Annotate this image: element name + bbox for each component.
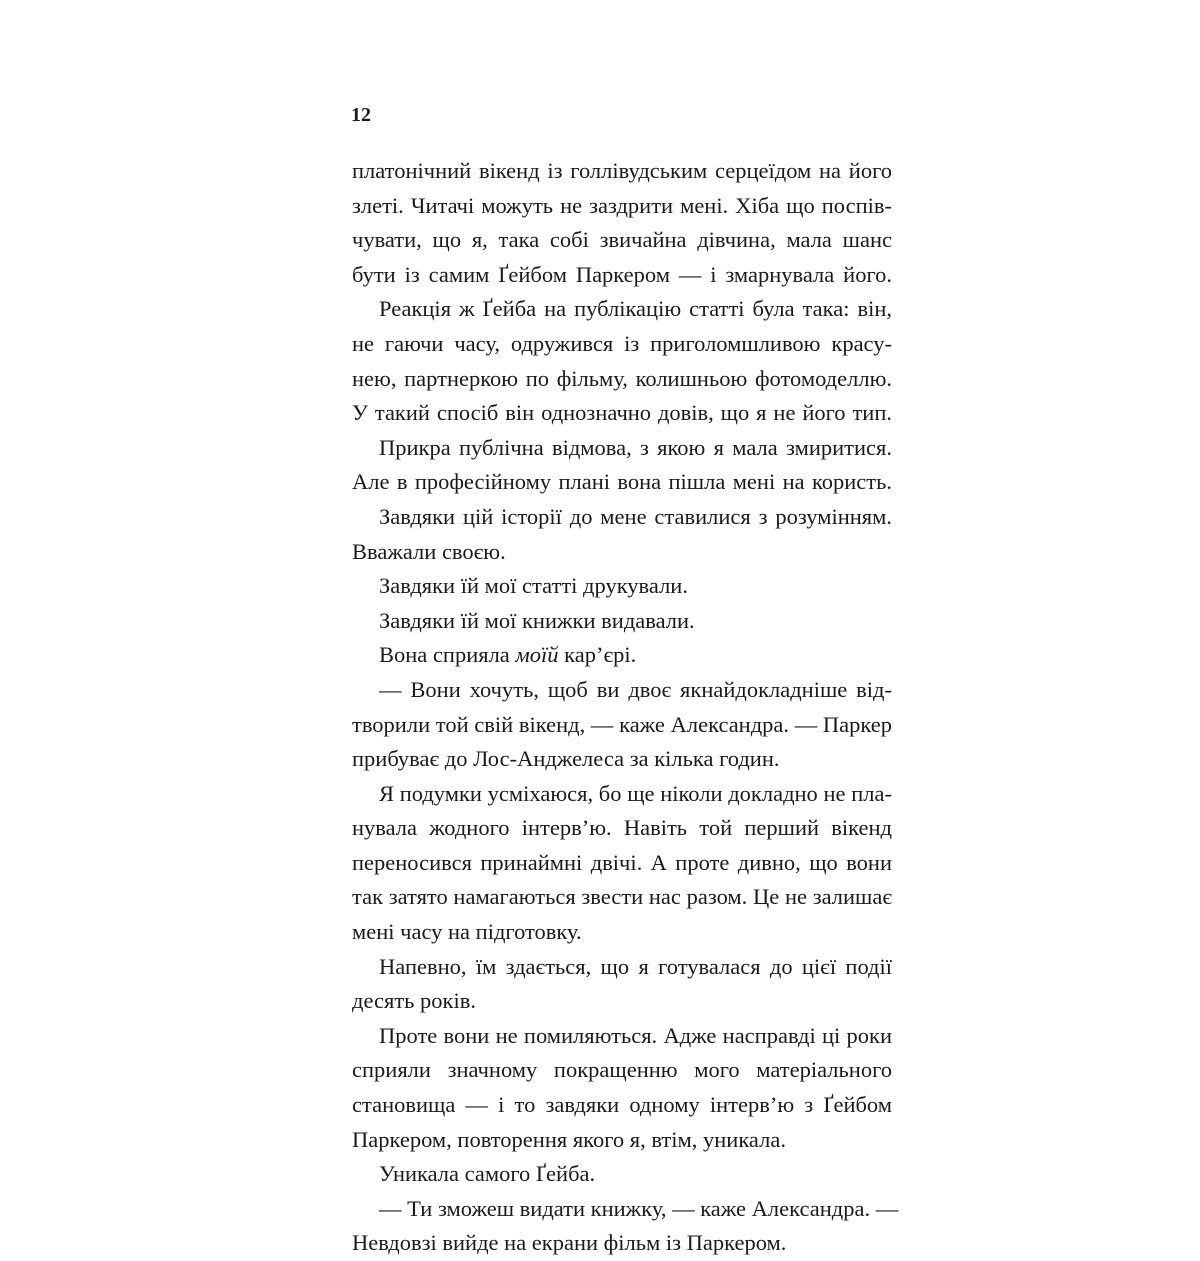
text-line: нувала жодного інтерв’ю. Навіть той перший вікенд [352, 815, 892, 841]
text-line: Завдяки цій історії до мене ставилися з розумінням. [379, 503, 892, 529]
text-line: Завдяки їй мої статті друкували. [379, 573, 688, 599]
text-line: — Ти зможеш видати книжку, — каже Александра. — [379, 1195, 899, 1221]
text-line: Вважали своєю. [352, 538, 506, 564]
text-line [352, 638, 892, 673]
text-line: бути із самим Ґейбом Паркером — і змарнувала його. [352, 261, 892, 287]
text-line: Невдовзі вийде на екрани фільм із Паркером. [352, 1230, 787, 1256]
text-line: У такий спосіб він однозначно довів, що я не його тип. [352, 400, 892, 426]
page-number: 12 [351, 104, 371, 126]
text-fragment: кар’єрі. [558, 642, 637, 668]
emphasis-text: моїй [515, 642, 559, 668]
text-line: Реакція ж Ґейба на публікацію статті була така: він, [379, 296, 892, 322]
text-line: нею, партнеркою по фільму, колишньою фотомоделлю. [352, 365, 892, 391]
text-line: Уникала самого Ґейба. [379, 1161, 596, 1187]
text-fragment: Вона сприяла [379, 642, 516, 668]
text-line: Паркером, повторення якого я, втім, уникала. [352, 1126, 786, 1152]
text-line: мені часу на підготовку. [352, 919, 582, 945]
text-line: Я подумки усміхаюся, бо ще ніколи докладно не пла- [379, 780, 892, 806]
text-line: десять років. [352, 988, 476, 1014]
text-line: не гаючи часу, одружився із приголомшливою красу- [352, 330, 892, 356]
text-line: — Вони хочуть, щоб ви двоє якнайдокладніше від- [379, 676, 892, 702]
text-line: Прикра публічна відмова, з якою я мала змиритися. [379, 434, 892, 460]
text-line: Напевно, їм здається, що я готувалася до цієї події [379, 953, 892, 979]
text-line: платонічний вікенд із голлівудським серцеїдом на його [352, 158, 892, 183]
text-line: Проте вони не помиляються. Адже насправді ці роки [379, 1022, 892, 1048]
text-line: Завдяки їй мої книжки видавали. [379, 607, 695, 633]
text-line: прибуває до Лос-Анджелеса за кілька годин. [352, 746, 780, 772]
text-line: чувати, що я, така собі звичайна дівчина, мала шанс [352, 227, 892, 253]
text-line: творили той свій вікенд, — каже Александра. — Паркер [352, 711, 892, 737]
text-line: переносився принаймні двічі. А проте дивно, що вони [352, 849, 892, 875]
text-line: так затято намагаються звести нас разом. Це не залишає [352, 884, 892, 910]
text-line: становища — і то завдяки одному інтерв’ю з Ґейбом [352, 1092, 892, 1118]
text-line: Але в професійному плані вона пішла мені на користь. [352, 469, 892, 495]
text-line: сприяли значному покращенню мого матеріального [352, 1057, 892, 1083]
text-line: злеті. Читачі можуть не заздрити мені. Хіба що поспів- [352, 192, 892, 218]
body-text [352, 154, 899, 1261]
